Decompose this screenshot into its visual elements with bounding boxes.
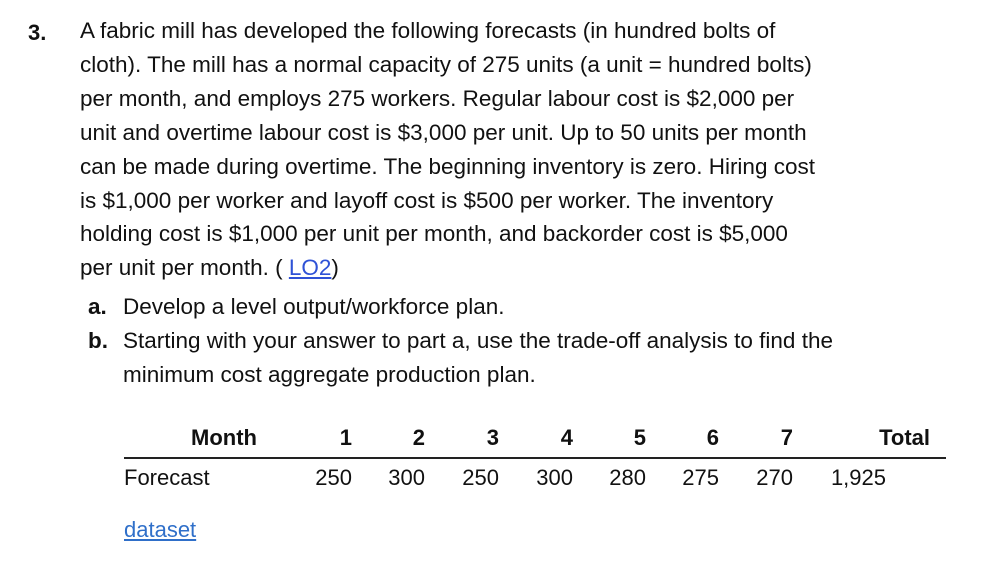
- dataset-link[interactable]: dataset: [124, 517, 197, 542]
- forecast-month-4: 300: [536, 465, 573, 490]
- problem-line: holding cost is $1,000 per unit per month, and backorder cost is $5,000: [80, 221, 788, 247]
- problem-number: 3.: [28, 20, 47, 45]
- problem-line: per month, and employs 275 workers. Regular labour cost is $2,000 per: [80, 85, 795, 111]
- header-month-label: Month: [191, 425, 257, 450]
- forecast-month-1: 250: [315, 465, 352, 490]
- header-total: Total: [879, 425, 930, 450]
- problem-line: can be made during overtime. The beginning inventory is zero. Hiring cost: [80, 153, 815, 179]
- forecast-month-2: 300: [388, 465, 425, 490]
- table-header-row: [124, 421, 946, 459]
- header-month-5: 5: [633, 425, 646, 450]
- forecast-month-7: 270: [756, 465, 793, 490]
- header-month-7: 7: [780, 425, 793, 450]
- problem-parts: [88, 290, 833, 392]
- forecast-table: [124, 421, 946, 495]
- part-a-text: [123, 290, 504, 324]
- problem-line: A fabric mill has developed the following forecasts (in hundred bolts of: [80, 18, 776, 43]
- part-b: [88, 324, 833, 392]
- forecast-month-3: 250: [462, 465, 499, 490]
- part-line: minimum cost aggregate production plan.: [123, 362, 536, 387]
- problem-line: cloth). The mill has a normal capacity of 275 units (a unit = hundred bolts): [80, 51, 812, 77]
- header-month-4: 4: [560, 425, 573, 450]
- problem-line-suffix: ): [331, 255, 339, 281]
- learning-objective-link[interactable]: LO2: [288, 255, 332, 281]
- problem-line: unit and overtime labour cost is $3,000 per unit. Up to 50 units per month: [80, 119, 807, 145]
- problem-line-prefix: per unit per month. (: [80, 255, 289, 281]
- header-month-2: 2: [412, 425, 425, 450]
- part-line: Starting with your answer to part a, use the trade-off analysis to find the: [123, 328, 833, 353]
- row-forecast-label: Forecast: [124, 465, 210, 490]
- part-b-label: b.: [88, 328, 108, 353]
- header-month-6: 6: [706, 425, 719, 450]
- part-line: Develop a level output/workforce plan.: [123, 294, 505, 319]
- problem-last-line: [80, 251, 980, 285]
- part-a-label: a.: [88, 294, 107, 319]
- part-a: [88, 290, 833, 324]
- forecast-month-5: 280: [609, 465, 646, 490]
- forecast-month-6: 275: [682, 465, 719, 490]
- part-b-text: [123, 324, 833, 392]
- forecast-total: 1,925: [830, 465, 886, 490]
- problem-statement: [80, 14, 980, 285]
- header-month-3: 3: [486, 425, 499, 450]
- header-month-1: 1: [339, 425, 352, 450]
- table-row: [124, 459, 946, 495]
- problem-line: is $1,000 per worker and layoff cost is $500 per worker. The inventory: [80, 187, 774, 213]
